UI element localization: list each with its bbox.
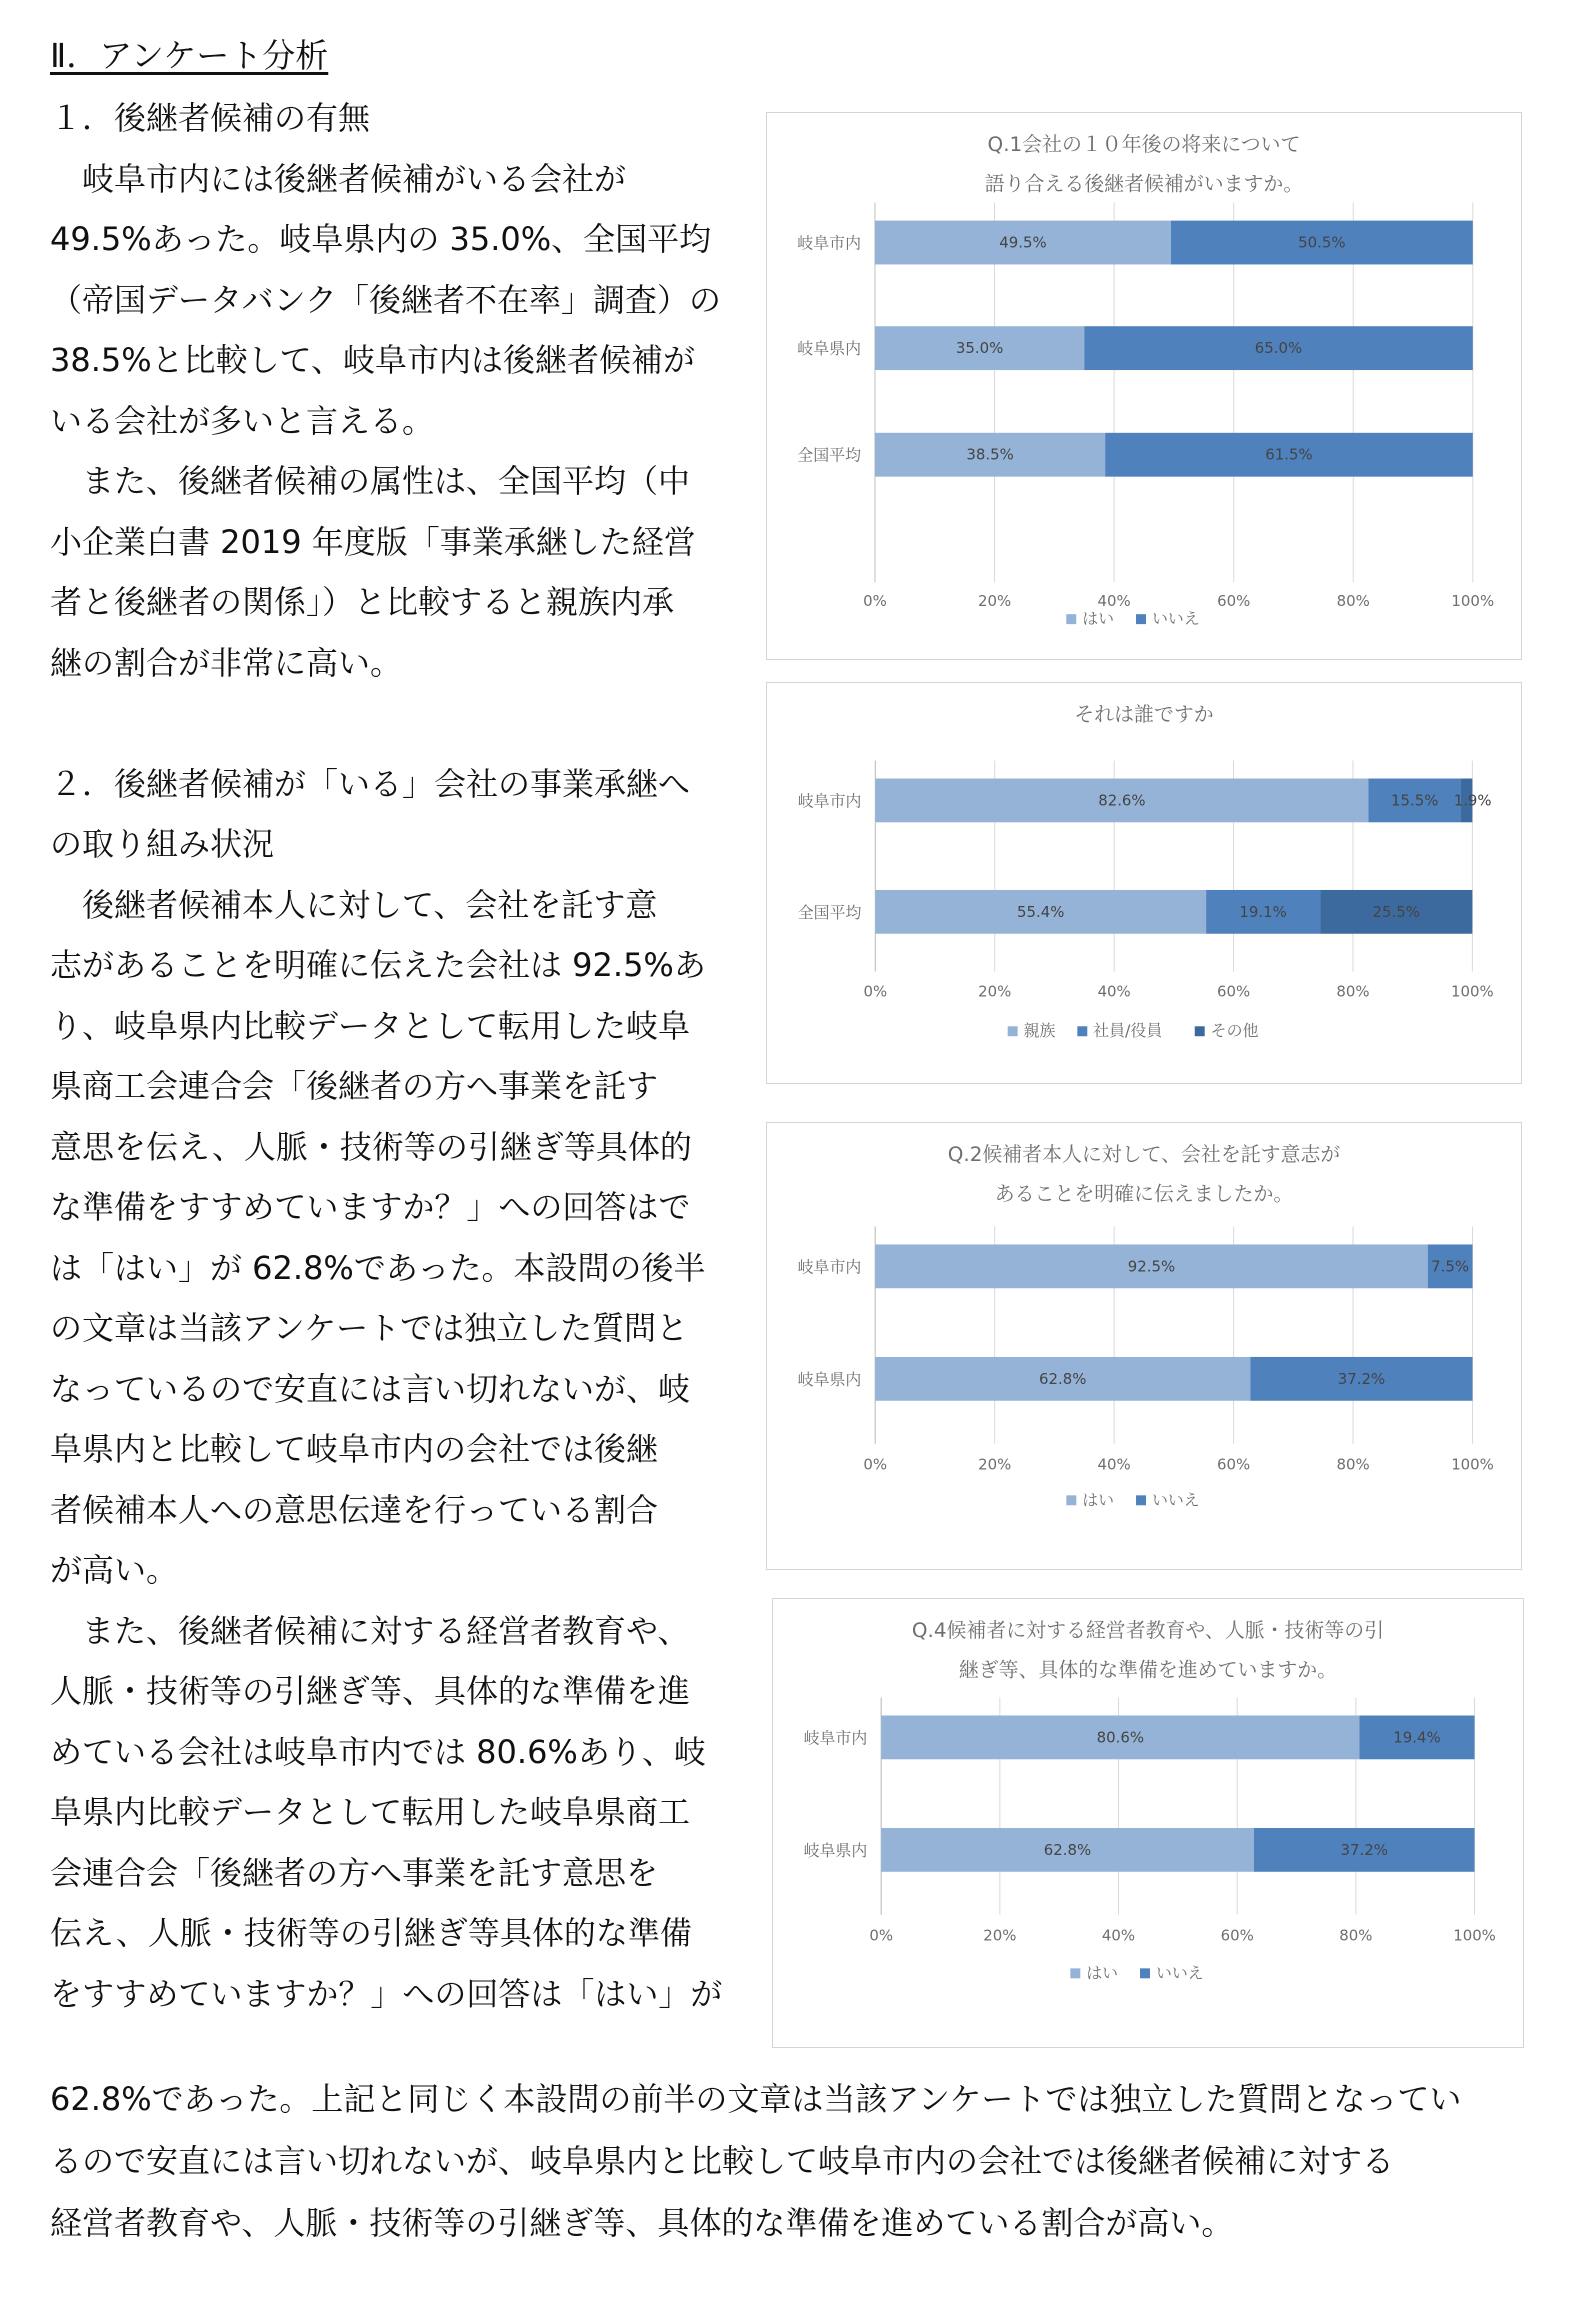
data-label: 62.8% — [1039, 1369, 1087, 1388]
text-line: 意思を伝え、人脈・技術等の引継ぎ等具体的 — [50, 1127, 692, 1166]
text-line: 会連合会「後継者の方へ事業を託す意思を — [50, 1853, 659, 1892]
text-line: 38.5%と比較して、岐阜市内は後継者候補が — [50, 341, 696, 379]
data-label: 35.0% — [955, 339, 1004, 358]
data-label: 38.5% — [966, 445, 1014, 464]
data-label: 80.6% — [1096, 1728, 1145, 1747]
text-line: の取り組み状況 — [50, 825, 275, 863]
legend-label: いいえ — [1155, 1963, 1204, 1983]
legend-swatch — [1140, 1968, 1150, 1978]
data-label: 61.5% — [1265, 445, 1313, 464]
text-line: 後継者候補本人に対して、会社を託す意 — [50, 885, 658, 924]
x-tick-label: 80% — [1336, 1455, 1370, 1474]
legend-swatch — [1066, 614, 1076, 624]
text-line: 継の割合が非常に高い。 — [50, 643, 403, 682]
category-label: 全国平均 — [797, 445, 862, 465]
data-label: 49.5% — [999, 233, 1047, 252]
legend-swatch — [1136, 614, 1146, 624]
x-tick-label: 60% — [1216, 982, 1251, 1001]
text-line: 62.8%であった。上記と同じく本設問の前半の文章は当該アンケートでは独立した質問となってい — [50, 2080, 1462, 2118]
legend-label: いいえ — [1151, 609, 1200, 629]
x-tick-label: 80% — [1339, 1926, 1373, 1945]
data-label: 37.2% — [1340, 1840, 1388, 1859]
category-label: 岐阜市内 — [797, 233, 862, 253]
text-line: の文章は当該アンケートでは独立した質問と — [50, 1309, 689, 1347]
legend-label: はい — [1086, 1963, 1119, 1983]
chart-q4-preparation — [772, 1598, 1524, 2048]
legend-label: はい — [1082, 609, 1115, 629]
data-label: 15.5% — [1391, 791, 1439, 810]
data-label: 19.1% — [1239, 902, 1287, 921]
x-tick-label: 100% — [1451, 592, 1495, 611]
chart-title: あることを明確に伝えましたか。 — [994, 1182, 1294, 1206]
text-line: 県商工会連合会「後継者の方へ事業を託す — [50, 1067, 659, 1105]
chart-q1-successor-candidate — [766, 112, 1522, 660]
text-line: なっているので安直には言い切れないが、岐 — [50, 1369, 691, 1408]
legend-label: 親族 — [1023, 1021, 1056, 1041]
legend-label: はい — [1082, 1490, 1115, 1510]
x-tick-label: 80% — [1336, 982, 1370, 1001]
x-tick-label: 60% — [1217, 592, 1251, 611]
text-line: 阜県内比較データとして転用した岐阜県商工 — [50, 1793, 691, 1831]
text-line: （帝国データバンク「後継者不在率」調査）の — [50, 280, 722, 319]
text-line: 者と後継者の関係」）と比較すると親族内承 — [50, 583, 675, 621]
text-line: 人脈・技術等の引継ぎ等、具体的な準備を進 — [50, 1672, 691, 1710]
data-label: 55.4% — [1017, 902, 1065, 921]
text-line: 者候補本人への意思伝達を行っている割合 — [50, 1490, 659, 1529]
legend-swatch — [1008, 1026, 1018, 1036]
data-label: 50.5% — [1298, 233, 1346, 252]
chart-title: Q.4候補者に対する経営者教育や、人脈・技術等の引 — [911, 1618, 1385, 1642]
x-tick-label: 20% — [978, 1455, 1012, 1474]
body-text-continuation — [50, 2068, 1461, 2254]
text-line: が高い。 — [50, 1551, 179, 1589]
data-label: 25.5% — [1372, 902, 1420, 921]
category-label: 岐阜県内 — [803, 1840, 868, 1860]
x-tick-label: 0% — [863, 982, 888, 1001]
text-line: るので安直には言い切れないが、岐阜県内と比較して岐阜市内の会社では後継者候補に対する — [50, 2142, 1395, 2180]
chart-title: 語り合える後継者候補がいますか。 — [984, 172, 1304, 196]
data-label: 19.4% — [1393, 1728, 1441, 1747]
category-label: 岐阜市内 — [797, 791, 862, 811]
x-tick-label: 40% — [1101, 1926, 1136, 1945]
text-line: 小企業白書 2019 年度版「事業承継した経営 — [50, 522, 696, 561]
x-tick-label: 40% — [1097, 982, 1131, 1001]
x-tick-label: 80% — [1336, 592, 1370, 611]
category-label: 全国平均 — [797, 902, 862, 922]
x-tick-label: 20% — [977, 592, 1012, 611]
x-tick-label: 60% — [1220, 1926, 1254, 1945]
text-line: をすすめていますか？」への回答は「はい」が — [50, 1974, 723, 2013]
x-tick-label: 100% — [1453, 1926, 1496, 1945]
legend-label: その他 — [1210, 1021, 1259, 1041]
chart-title: Q.2候補者本人に対して、会社を託す意志が — [947, 1142, 1341, 1166]
x-tick-label: 40% — [1097, 592, 1131, 611]
text-line: 経営者教育や、人脈・技術等の引継ぎ等、具体的な準備を進めている割合が高い。 — [50, 2204, 1234, 2242]
legend-label: いいえ — [1151, 1490, 1200, 1510]
x-tick-label: 20% — [978, 982, 1012, 1001]
chart-q2-intention-conveyed — [766, 1122, 1522, 1570]
chart-q2-svg — [767, 1123, 1521, 1569]
x-tick-label: 100% — [1451, 982, 1494, 1001]
text-line: な準備をすすめていますか？」への回答はで — [50, 1188, 691, 1226]
data-label: 7.5% — [1431, 1257, 1470, 1276]
category-label: 岐阜県内 — [797, 339, 862, 359]
chart-q1-svg — [767, 113, 1521, 659]
data-label: 82.6% — [1098, 791, 1146, 810]
x-tick-label: 0% — [869, 1926, 894, 1945]
data-label: 1.9% — [1453, 791, 1492, 810]
text-line: １．後継者候補の有無 — [50, 99, 371, 137]
legend-swatch — [1066, 1495, 1076, 1505]
text-line: ２．後継者候補が「いる」会社の事業承継へ — [50, 764, 691, 803]
category-label: 岐阜市内 — [797, 1257, 862, 1277]
text-line: 49.5%あった。岐阜県内の 35.0%、全国平均 — [50, 220, 712, 258]
text-line: は「はい」が 62.8%であった。本設問の後半 — [50, 1248, 706, 1287]
legend-label: 社員/役員 — [1093, 1021, 1163, 1041]
chart-title: 継ぎ等、具体的な準備を進めていますか。 — [958, 1658, 1338, 1682]
x-tick-label: 0% — [863, 1455, 888, 1474]
data-label: 65.0% — [1254, 339, 1303, 358]
x-tick-label: 40% — [1097, 1455, 1131, 1474]
body-text-column — [50, 88, 722, 2024]
category-label: 岐阜市内 — [803, 1728, 868, 1748]
x-tick-label: 60% — [1217, 1455, 1251, 1474]
chart-title: それは誰ですか — [1074, 702, 1214, 726]
legend-swatch — [1195, 1026, 1205, 1036]
text-line — [50, 693, 722, 754]
chart-title: Q.1会社の１０年後の将来について — [987, 132, 1301, 156]
text-line: 伝え、人脈・技術等の引継ぎ等具体的な準備 — [50, 1914, 692, 1952]
text-line: また、後継者候補の属性は、全国平均（中 — [50, 462, 691, 500]
text-line: また、後継者候補に対する経営者教育や、 — [50, 1611, 690, 1650]
text-line: 阜県内と比較して岐阜市内の会社では後継 — [50, 1430, 659, 1468]
text-line: めている会社は岐阜市内では 80.6%あり、岐 — [50, 1732, 706, 1771]
data-label: 92.5% — [1127, 1257, 1176, 1276]
chart-who-svg — [767, 683, 1521, 1083]
legend-swatch — [1070, 1968, 1080, 1978]
x-tick-label: 0% — [863, 592, 887, 611]
text-line: り、岐阜県内比較データとして転用した岐阜 — [50, 1006, 691, 1045]
x-tick-label: 20% — [983, 1926, 1017, 1945]
chart-who-is-successor — [766, 682, 1522, 1084]
x-tick-label: 100% — [1451, 1455, 1494, 1474]
chart-q4-svg — [773, 1599, 1523, 2047]
data-label: 37.2% — [1337, 1369, 1386, 1388]
data-label: 62.8% — [1043, 1840, 1092, 1859]
text-line: いる会社が多いと言える。 — [50, 401, 435, 440]
text-line: 志があることを明確に伝えた会社は 92.5%あ — [50, 946, 706, 984]
legend-swatch — [1136, 1495, 1146, 1505]
category-label: 岐阜県内 — [797, 1369, 862, 1389]
page-title: Ⅱ．アンケート分析 — [50, 36, 329, 75]
text-line: 岐阜市内には後継者候補がいる会社が — [50, 159, 627, 198]
legend-swatch — [1077, 1026, 1087, 1036]
